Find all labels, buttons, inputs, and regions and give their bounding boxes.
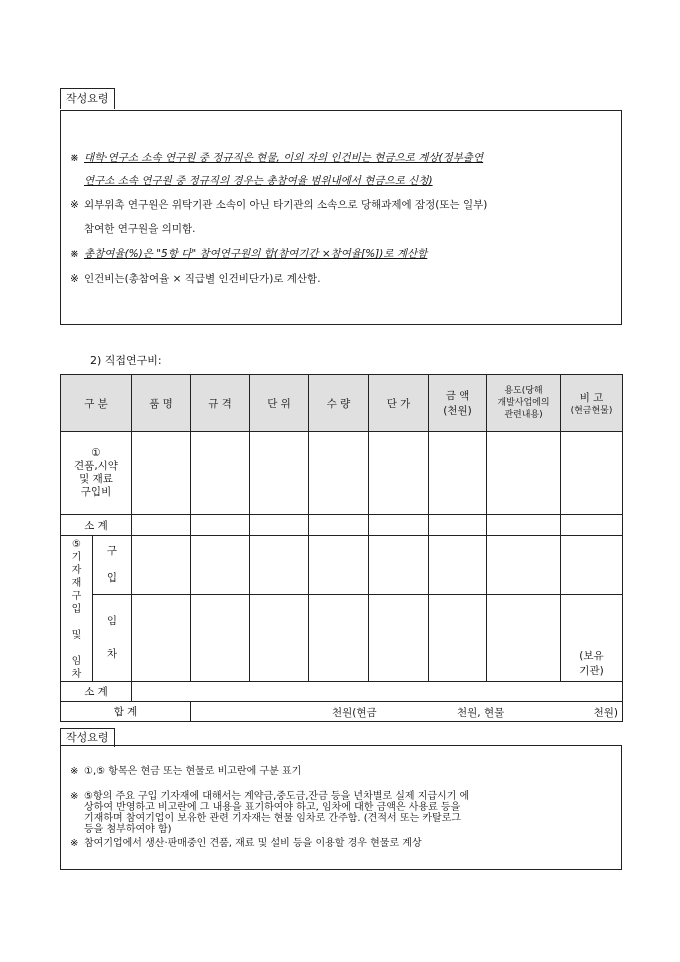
header-unit: 단 위 bbox=[250, 375, 309, 432]
note-1-line2: 연구소 소속 연구원 중 정규직의 경우는 총참여율 범위내에서 현금으로 신청) bbox=[84, 175, 433, 187]
header-item: 품 명 bbox=[132, 375, 191, 432]
s2-note-2-line3: 기재하며 참여기업이 보유한 관련 기자재는 현물 임차로 간주함. (견적서 또는 카탈로그 bbox=[84, 813, 461, 824]
header-category: 구 분 bbox=[61, 375, 132, 432]
header-use: 용도(당해 개발사업에의 관련내용) bbox=[487, 375, 561, 432]
note-4: ※ 인건비는(총참여율 × 직급별 인건비단가)로 계산함. bbox=[70, 273, 321, 285]
purchase-label: 구 입 bbox=[93, 536, 132, 595]
row-samples-label: ① 견품,시약 및 재료 구입비 bbox=[61, 432, 132, 515]
section1-tab-label: 작성요령 bbox=[60, 88, 115, 109]
subtotal-2-label: 소 계 bbox=[61, 682, 132, 702]
note-2-line1: ※ 외부위촉 연구원은 위탁기관 소속이 아닌 타기관의 소속으로 당해과제에 잠정(또는 일부) bbox=[70, 199, 488, 211]
row-equipment-purchase bbox=[61, 536, 623, 595]
row-subtotal-1 bbox=[61, 515, 623, 536]
row-subtotal-2 bbox=[61, 682, 623, 702]
note-1-line1: ※ 대학·연구소 소속 연구원 중 정규직은 현물, 이외 자의 인건비는 현금으로 계상(정부출연 bbox=[70, 152, 484, 164]
s2-note-2-line4: 등을 첨부하여야 함) bbox=[84, 824, 172, 835]
rental-remark: (보유 기관) bbox=[561, 594, 623, 681]
total-label: 합 계 bbox=[61, 702, 191, 722]
header-remark: 비 고 (현금현물) bbox=[561, 375, 623, 432]
subtotal-1-label: 소 계 bbox=[61, 515, 132, 536]
row-samples bbox=[61, 432, 623, 515]
section1-notes-box bbox=[60, 110, 622, 325]
header-quantity: 수 량 bbox=[309, 375, 369, 432]
total-value: 천원(현금 천원, 현물 천원) bbox=[191, 702, 623, 722]
direct-cost-table bbox=[60, 374, 623, 722]
s2-note-2-line1: ※ ⑤항의 주요 구입 기자재에 대해서는 계약금,중도금,잔금 등을 년차별로 실제 지급시기 에 bbox=[70, 791, 470, 802]
s2-note-1: ※ ①,⑤ 항목은 현금 또는 현물로 비고란에 구분 표기 bbox=[70, 766, 302, 777]
note-3: ※ 총참여율(%)은 "5항 다" 참여연구원의 합(참여기간 ×참여율[%])로 계산함 bbox=[70, 248, 428, 260]
rental-label: 임 차 bbox=[93, 594, 132, 681]
s2-note-2-line2: 상하여 반영하고 비고란에 그 내용을 표기하여야 하고, 임차에 대한 금액은 사용료 등을 bbox=[84, 802, 461, 813]
section-title: 2) 직접연구비: bbox=[90, 354, 162, 367]
header-spec: 규 격 bbox=[191, 375, 250, 432]
note-2-line2: 참여한 연구원을 의미함. bbox=[84, 223, 196, 235]
header-amount: 금 액 (천원) bbox=[429, 375, 487, 432]
row-total bbox=[61, 702, 623, 722]
section2-tab-label: 작성요령 bbox=[60, 728, 115, 747]
equipment-label: ⑤ 기 자 재 구 입 및 임 차 bbox=[61, 536, 93, 682]
header-unit-price: 단 가 bbox=[369, 375, 429, 432]
header-row bbox=[61, 375, 623, 432]
row-equipment-rental bbox=[61, 594, 623, 681]
s2-note-3: ※ 참여기업에서 생산·판매중인 견품, 재료 및 설비 등을 이용할 경우 현물로 계상 bbox=[70, 838, 422, 849]
